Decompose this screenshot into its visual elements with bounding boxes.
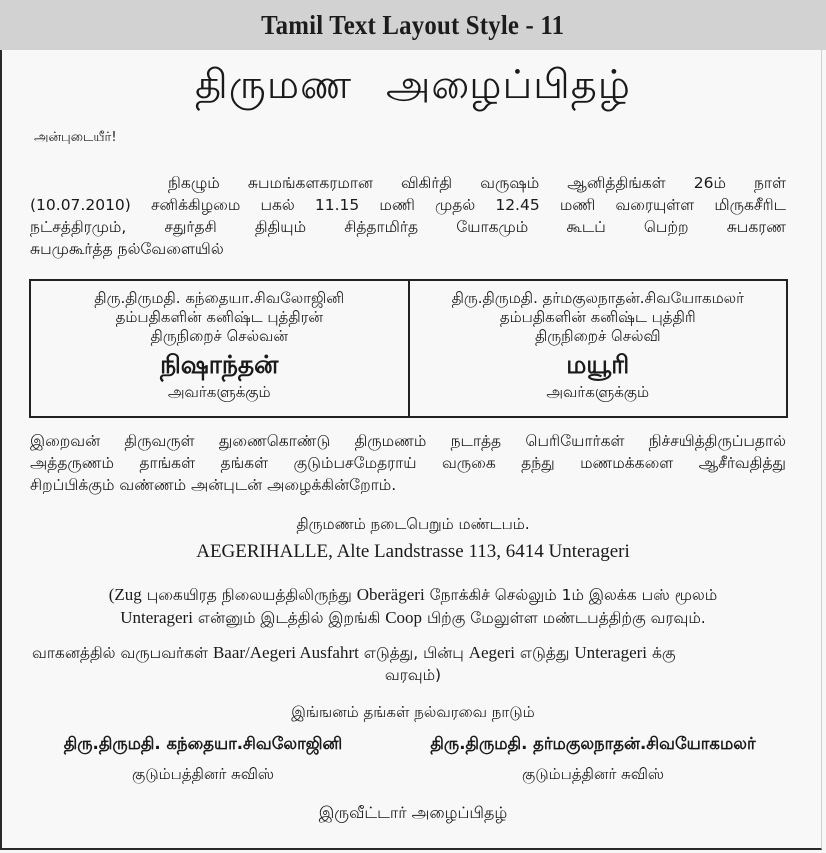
footer-signature: இருவீட்டார் அழைப்பிதழ் [318,803,508,822]
venue-label: திருமணம் நடைபெறும் மண்டபம். [296,515,530,533]
bride-column [408,281,787,416]
bride-name: மயூரி [566,350,630,379]
couple-box [29,279,788,418]
directions-line-1: (Zug புகையிரத நிலையத்திலிருந்து Oberägeri நோக்கிச் செல்லும் 1ம் இலக்க பஸ் மூலம் [108,585,718,604]
groom-name: நிஷாந்தன் [160,350,279,379]
groom-parents: திரு.திருமதி. கந்தையா.சிவலோஜினி [94,289,345,307]
intro-line: (10.07.2010) சனிக்கிழமை பகல் 11.15 மணி முதல் 12.45 மணி வரையுள்ள மிருகசீரிட [30,196,786,214]
venue-address: AEGERIHALLE, Alte Landstrasse 113, 6414 Unterageri [196,541,630,562]
bride-suffix: அவர்களுக்கும் [546,383,650,401]
intro-paragraph [30,172,786,260]
intro-line: நிகழும் சுபமங்களகரமான விகிர்தி வருஷம் ஆனித்திங்கள் 26ம் நாள் [168,174,786,192]
host-family-name: திரு.திருமதி. தர்மகுலநாதன்.சிவயோகமலர் [430,734,756,753]
intro-line: சுபமுகூர்த்த நல்வேளையில் [30,240,224,258]
salutation: அன்புடையீர்! [34,130,117,145]
intro-line: நட்சத்திரமும், சதுர்தசி திதியும் சித்தாமிர்த யோகமும் கூடப் பெற்ற சுபகரண [30,218,786,236]
bride-relation: தம்பதிகளின் கனிஷ்ட புத்திரி [499,308,696,326]
host-family-groom [23,733,383,785]
title-word-wedding: திருமண [195,62,352,108]
bride-parents: திரு.திருமதி. தர்மகுலநாதன்.சிவயோகமலர் [451,289,744,307]
blessing-line: இறைவன் திருவருள் துணைகொண்டு திருமணம் நடாத்த பெரியோர்கள் நிச்சயித்திருப்பதால் [30,432,786,450]
groom-suffix: அவர்களுக்கும் [167,383,271,401]
page-header [0,0,826,50]
groom-relation: தம்பதிகளின் கனிஷ்ட புத்திரன் [115,308,323,326]
host-family-bride [383,733,803,785]
invitation-title [0,60,826,110]
blessing-line: சிறப்பிக்கும் வண்ணம் அன்புடன் அழைக்கின்றோம். [30,476,397,494]
blessing-line: அத்தருணம் தாங்கள் தங்கள் குடும்பசமேதராய் வருகை தந்து மணமக்களை ஆசீர்வதித்து [30,454,786,472]
blessing-paragraph [30,430,786,496]
bride-title: திருநிறைச் செல்வி [534,327,661,345]
host-family-name: திரு.திருமதி. கந்தையா.சிவலோஜினி [63,734,343,753]
groom-title: திருநிறைச் செல்வன் [150,327,288,345]
directions-line-3: வாகனத்தில் வருபவர்கள் Baar/Aegeri Ausfahrt எடுத்து, பின்பு Aegeri எடுத்து Unterageri க்கு [32,643,676,662]
host-family-suffix: குடும்பத்தினர் சுவிஸ் [521,765,665,783]
directions-line-2: Unterageri என்னும் இடத்தில் இறங்கி Coop பிற்கு மேலுள்ள மண்டபத்திற்கு வரவும். [120,608,706,627]
header-title: Tamil Text Layout Style - 11 [261,9,565,40]
groom-column [31,281,408,416]
directions-line-4: வரவும்) [384,666,442,684]
closing-line: இங்ஙனம் தங்கள் நல்வரவை நாடும் [291,703,535,721]
title-word-invitation: அழைப்பிதழ் [385,62,631,108]
host-family-suffix: குடும்பத்தினர் சுவிஸ் [131,765,275,783]
host-families [0,733,826,785]
